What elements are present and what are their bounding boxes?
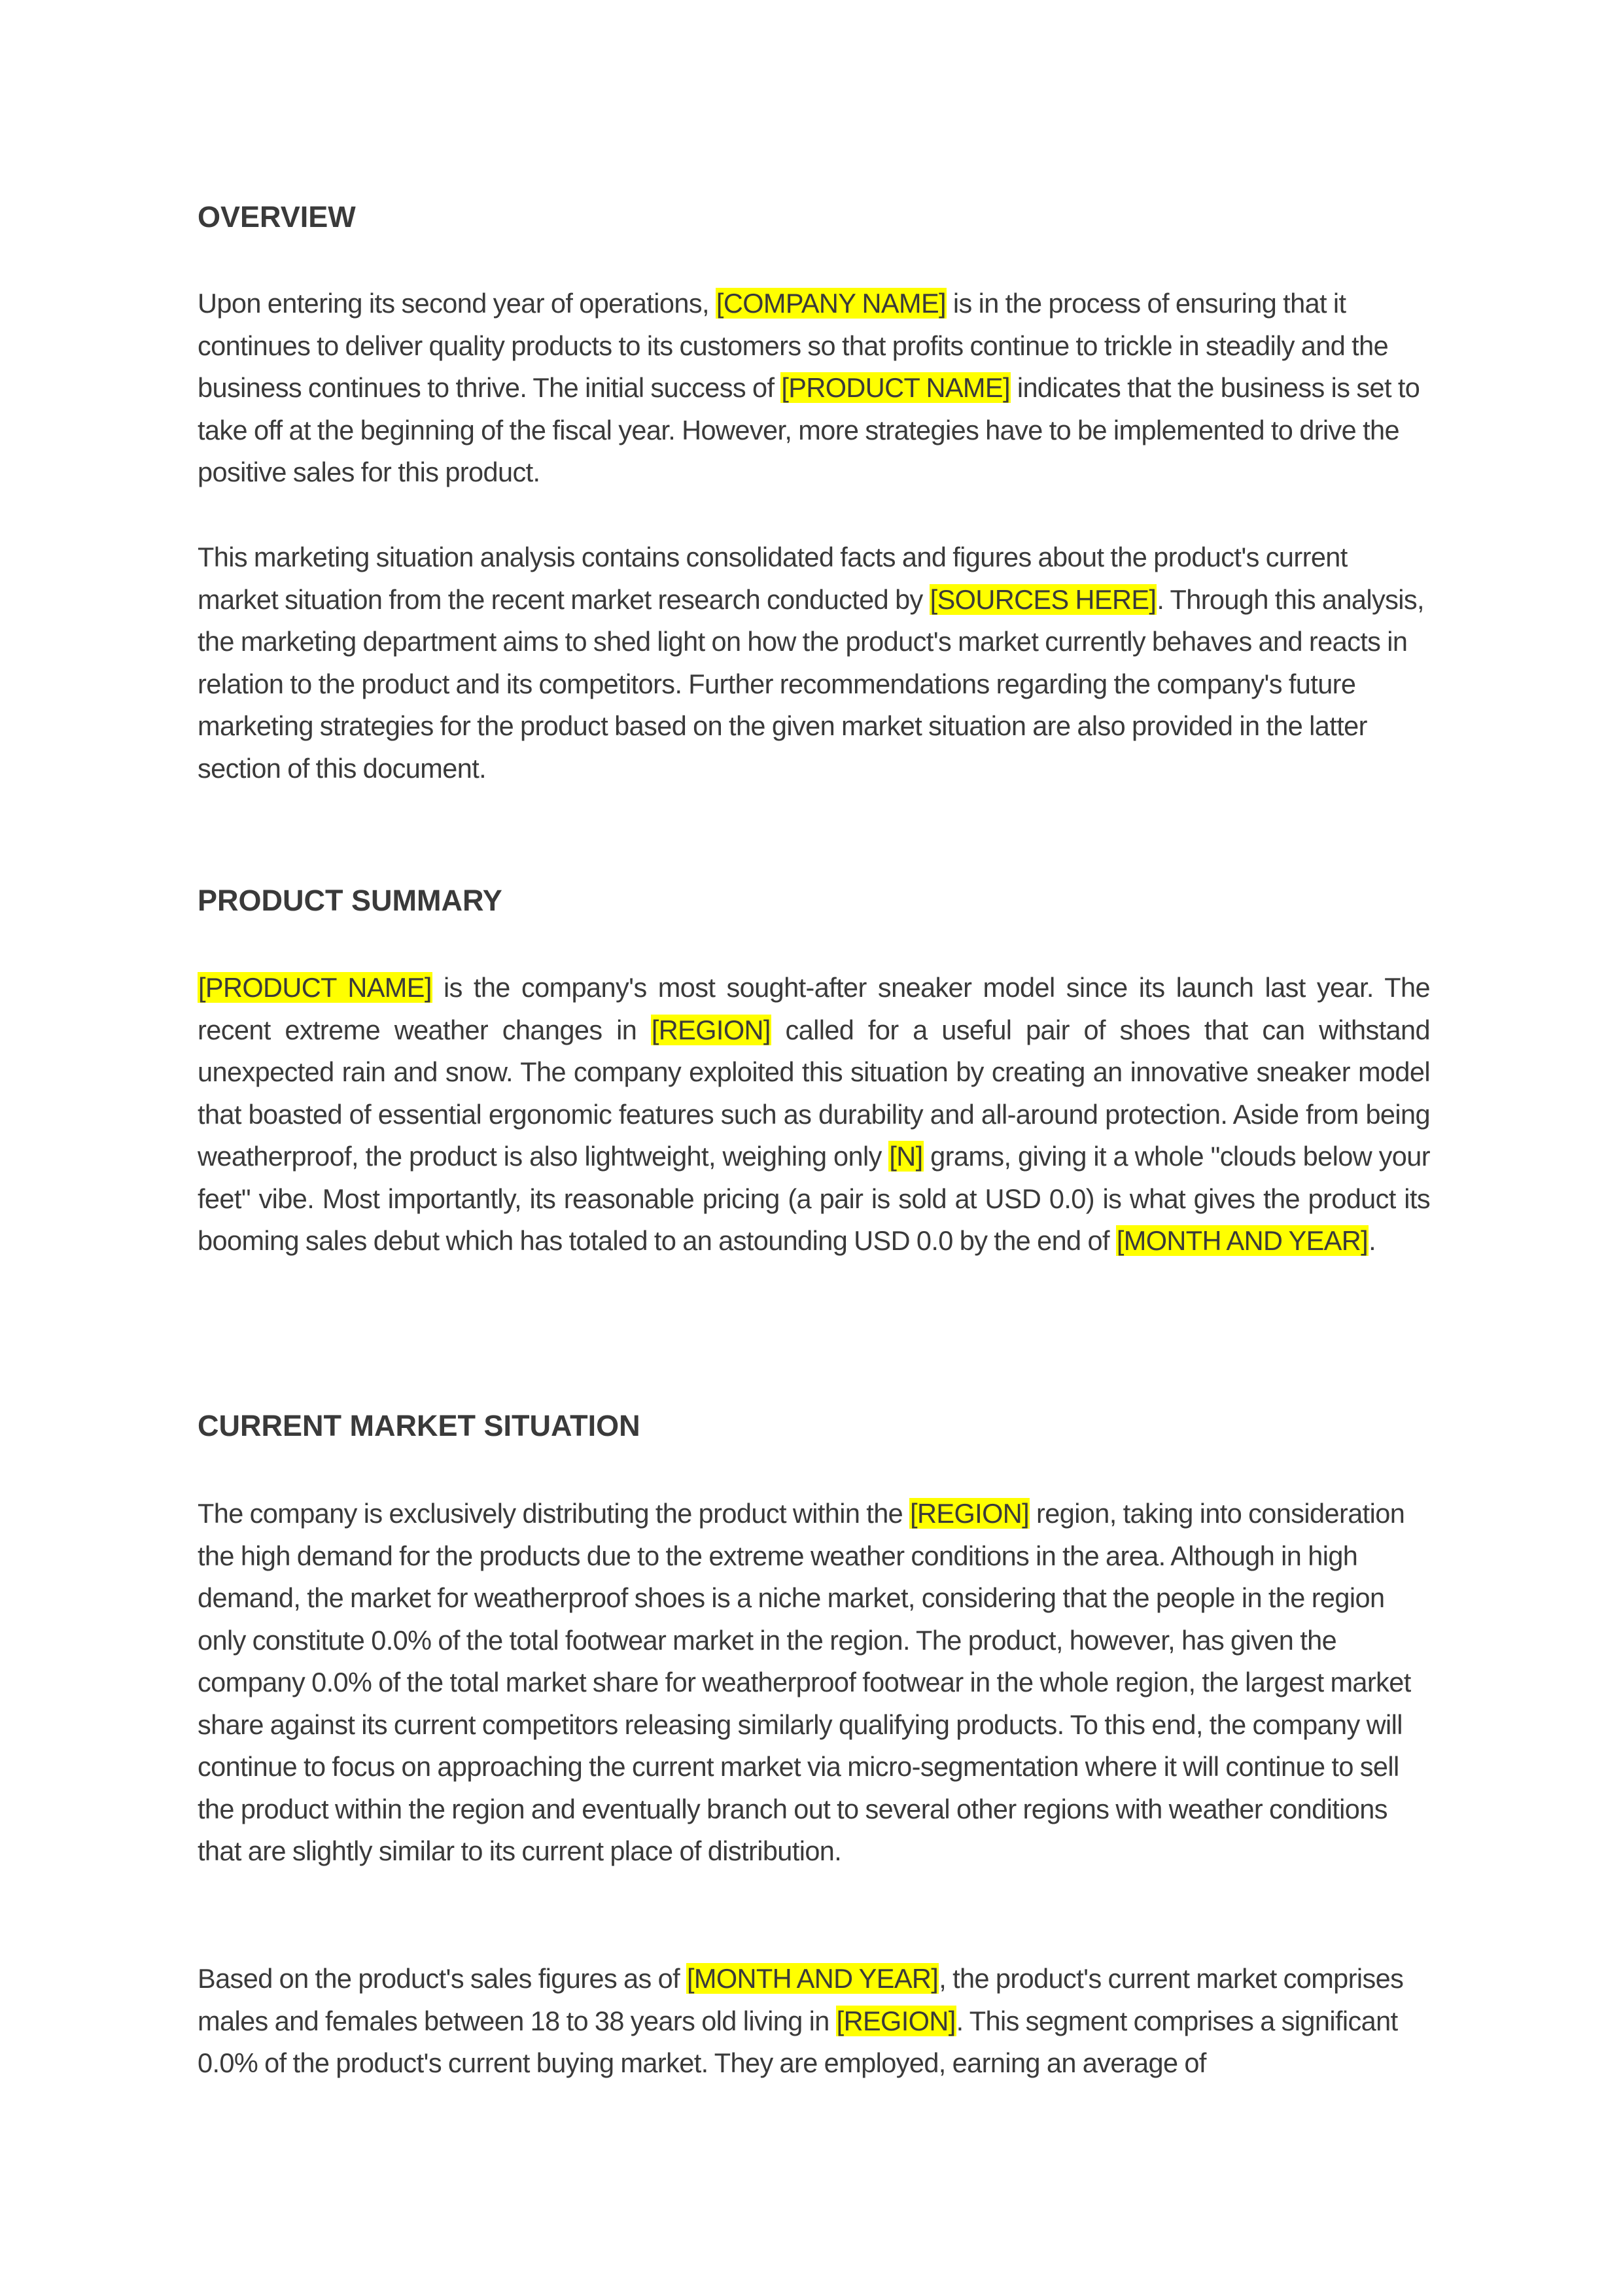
placeholder-month-year: [MONTH AND YEAR] (1116, 1225, 1369, 1256)
product-summary-paragraph (198, 967, 1430, 1262)
overview-paragraph-2 (198, 536, 1430, 790)
placeholder-n: [N] (889, 1141, 923, 1172)
text-run: The company is exclusively distributing the product within the (198, 1498, 910, 1529)
text-run: . (1369, 1225, 1376, 1256)
text-run: called for a useful pair of shoes that can withstand unexpected rain and snow. The company exploited this situation by creating an innovative sneaker model that boasted of essential ergonomic features such as durability and all-around protection. Aside from being weatherproof, the product is also lightweight, weighing only (198, 1014, 1430, 1172)
overview-heading: OVERVIEW (198, 200, 356, 234)
text-run: region, taking into consideration the high demand for the products due to the extreme weather conditions in the area. Although in high demand, the market for weatherproof shoes is a niche market, considering that the people in the region only constitute 0.0% of the total footwear market in the region. The product, however, has given the company 0.0% of the total market share for weatherproof footwear in the whole region, the largest market share against its current competitors releasing similarly qualifying products. To this end, the company will continue to focus on approaching the current market via micro-segmentation where it will continue to sell the product within the region and eventually branch out to several other regions with weather conditions that are slightly similar to its current place of distribution. (198, 1498, 1411, 1866)
text-run: Based on the product's sales figures as of (198, 1963, 686, 1994)
current-market-paragraph-1 (198, 1493, 1430, 1873)
placeholder-region: [REGION] (836, 2005, 956, 2036)
placeholder-region: [REGION] (651, 1014, 771, 1045)
text-run: , the product's current market comprises males and females between 18 to 38 years old living in (198, 1963, 1404, 2036)
placeholder-company-name: [COMPANY NAME] (716, 288, 946, 319)
product-summary-heading: PRODUCT SUMMARY (198, 884, 502, 917)
placeholder-region: [REGION] (910, 1498, 1030, 1529)
text-run: . Through this analysis, the marketing department aims to shed light on how the product's market currently behaves and reacts in relation to the product and its competitors. Further recommendations regarding the company's future marketing strategies for the product based on the given market situation are also provided in the latter section of this document. (198, 583, 1424, 784)
text-run: is in the process of ensuring that it continues to deliver quality products to its customers so that profits continue to trickle in steadily and the business continues to thrive. The initial success of (198, 288, 1389, 403)
text-run: This marketing situation analysis contains consolidated facts and figures about the product's current market situation from the recent market research conducted by (198, 542, 1348, 615)
placeholder-product-name: [PRODUCT NAME] (781, 372, 1010, 403)
placeholder-product-name: [PRODUCT NAME] (198, 972, 432, 1003)
text-run: . This segment comprises a significant 0.0% of the product's current buying market. They are employed, earning an average of (198, 2005, 1398, 2078)
text-run: Upon entering its second year of operations, (198, 288, 716, 319)
current-market-paragraph-2 (198, 1958, 1430, 2085)
text-run: is the company's most sought-after sneaker model since its launch last year. The recent extreme weather changes in (198, 972, 1430, 1045)
placeholder-sources: [SOURCES HERE] (930, 583, 1157, 615)
text-run: indicates that the business is set to take off at the beginning of the fiscal year. However, more strategies have to be implemented to drive the positive sales for this product. (198, 372, 1420, 487)
current-market-heading: CURRENT MARKET SITUATION (198, 1409, 640, 1442)
text-run: grams, giving it a whole "clouds below your feet" vibe. Most importantly, its reasonable pricing (a pair is sold at USD 0.0) is what gives the product its booming sales debut which has totaled to an astounding USD 0.0 by the end of (198, 1141, 1430, 1256)
overview-paragraph-1 (198, 283, 1430, 494)
placeholder-month-year: [MONTH AND YEAR] (686, 1963, 939, 1994)
